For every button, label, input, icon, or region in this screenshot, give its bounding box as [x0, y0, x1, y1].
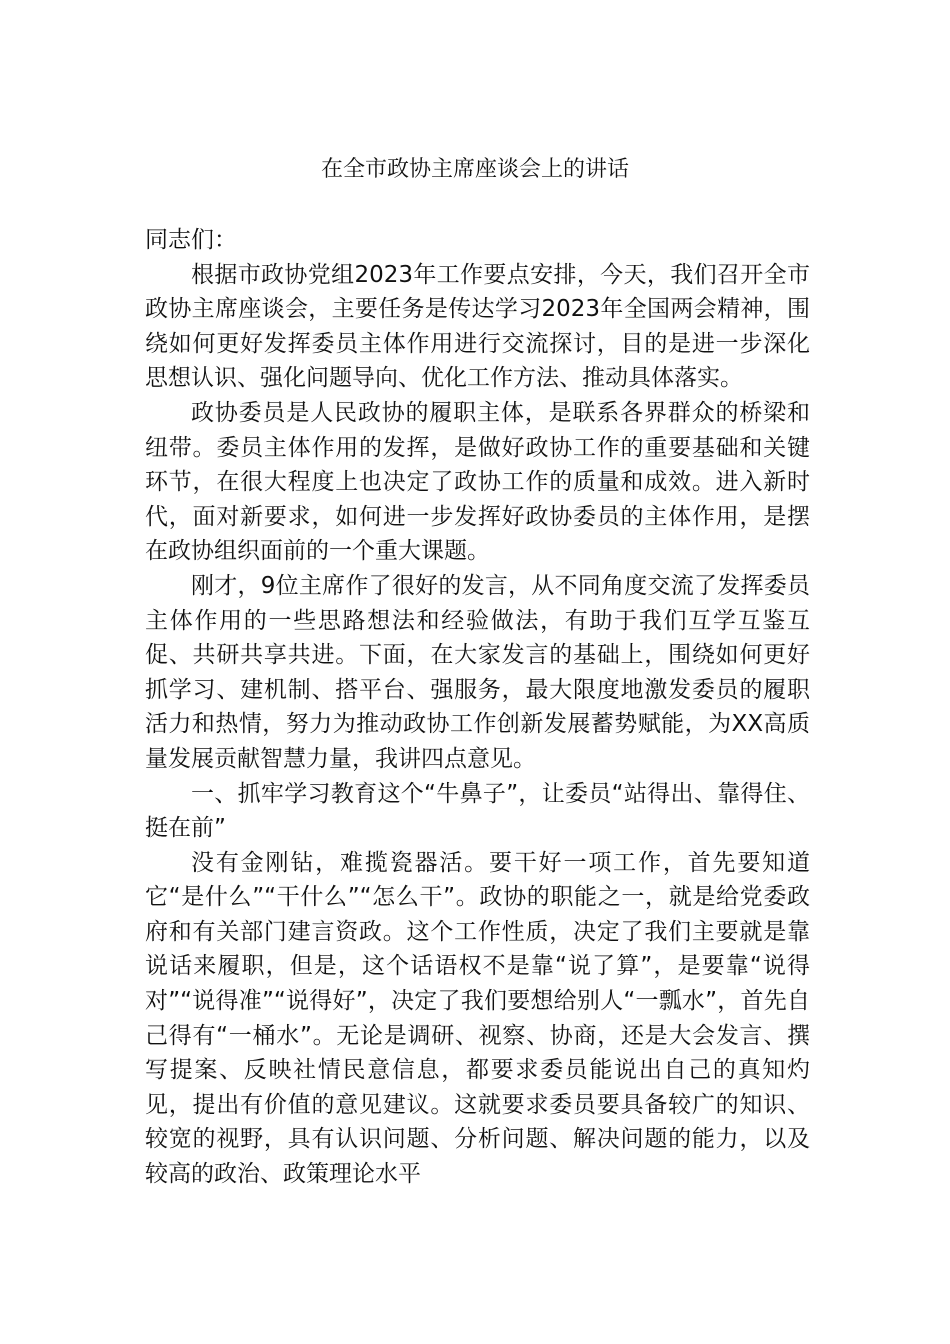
document-body — [145, 223, 810, 1192]
paragraph-4: 没有金刚钻，难揽瓷器活。要干好一项工作，首先要知道它“是什么”“干什么”“怎么干”。政协的职能之一，就是给党委政府和有关部门建言资政。这个工作性质，决定了我们主要就是靠说话来履职，但是，这个话语权不是靠“说了算”，是要靠“说得对”“说得准”“说得好”，决定了我们要想给别人“一瓢水”，首先自己得有“一桶水”。无论是调研、视察、协商，还是大会发言、撰写提案、反映社情民意信息，都要求委员能说出自己的真知灼见，提出有价值的意见建议。这就要求委员要具备较广的知识、较宽的视野，具有认识问题、分析问题、解决问题的能力，以及较高的政治、政策理论水平 — [145, 849, 810, 1188]
paragraph-3: 刚才，9位主席作了很好的发言，从不同角度交流了发挥委员主体作用的一些思路想法和经验做法，有助于我们互学互鉴互促、共研共享共进。下面，在大家发言的基础上，围绕如何更好抓学习、建机制、搭平台、强服务，最大限度地激发委员的履职活力和热情，努力为推动政协工作创新发展蓄势赋能，为XX高质量发展贡献智慧力量，我讲四点意见。 — [145, 572, 810, 772]
paragraph-2: 政协委员是人民政协的履职主体，是联系各界群众的桥梁和纽带。委员主体作用的发挥，是做好政协工作的重要基础和关键环节，在很大程度上也决定了政协工作的质量和成效。进入新时代，面对新要求，如何进一步发挥好政协委员的主体作用，是摆在政协组织面前的一个重大课题。 — [145, 399, 810, 565]
paragraph-1: 根据市政协党组2023年工作要点安排，今天，我们召开全市政协主席座谈会，主要任务是传达学习2023年全国两会精神，围绕如何更好发挥委员主体作用进行交流探讨，目的是进一步深化思想认识、强化问题导向、优化工作方法、推动具体落实。 — [145, 261, 810, 392]
document-title: 在全市政协主席座谈会上的讲话 — [320, 157, 629, 182]
section-heading-1: 一、抓牢学习教育这个“牛鼻子”，让委员“站得出、靠得住、挺在前” — [145, 780, 810, 842]
salutation: 同志们： — [145, 227, 237, 253]
